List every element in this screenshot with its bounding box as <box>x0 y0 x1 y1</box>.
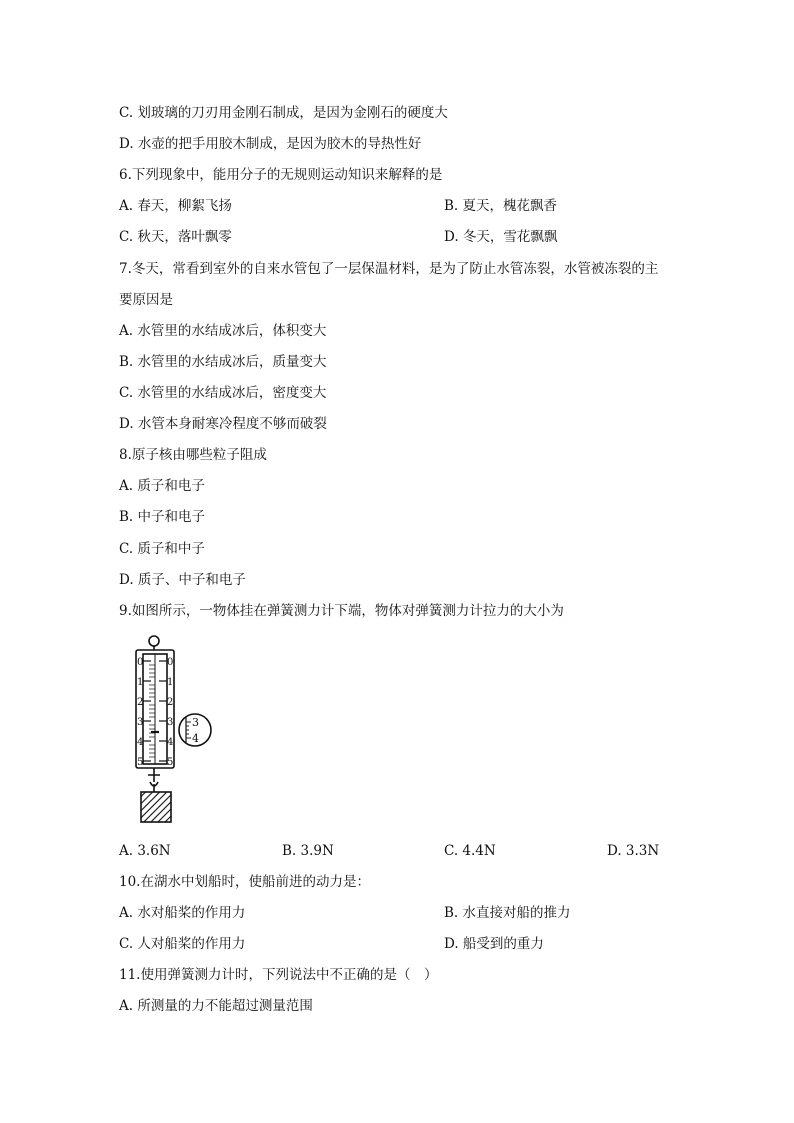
q10-option-d: D. 船受到的重力 <box>444 936 544 952</box>
q10-option-a: A. 水对船桨的作用力 <box>119 905 246 921</box>
q7-option-a: A. 水管里的水结成冰后，体积变大 <box>119 323 327 339</box>
zoom-label: 3 <box>192 716 199 729</box>
scale-label: 4 <box>167 737 174 748</box>
q8-option-a: A. 质子和电子 <box>119 478 205 494</box>
scale-label: 0 <box>137 657 144 668</box>
scale-label: 0 <box>167 657 174 668</box>
q6-option-d: D. 冬天，雪花飘飘 <box>444 229 558 245</box>
top-ring-icon <box>149 636 159 646</box>
q6-option-c: C. 秋天，落叶飘零 <box>119 229 232 245</box>
q7-stem-line-1: 7.冬天，常看到室外的自来水管包了一层保温材料，是为了防止水管冻裂，水管被冻裂的主 <box>119 261 659 277</box>
q9-option-d: D. 3.3N <box>607 843 660 859</box>
q10-stem: 10.在湖水中划船时，使船前进的动力是： <box>119 874 370 890</box>
q5-option-c: C. 划玻璃的刀刃用金刚石制成，是因为金刚石的硬度大 <box>119 105 448 121</box>
q6-stem: 6.下列现象中，能用分子的无规则运动知识来解释的是 <box>119 167 443 183</box>
q11-stem: 11.使用弹簧测力计时，下列说法中不正确的是（ ） <box>119 967 438 983</box>
scale-label: 2 <box>167 697 174 708</box>
q9-option-c: C. 4.4N <box>444 843 496 859</box>
q9-option-b: B. 3.9N <box>282 843 334 859</box>
q7-option-c: C. 水管里的水结成冰后，密度变大 <box>119 385 327 401</box>
scale-label: 4 <box>137 737 144 748</box>
q10-option-b: B. 水直接对船的推力 <box>444 905 571 921</box>
q6-option-a: A. 春天，柳絮飞扬 <box>119 198 232 214</box>
q7-option-b: B. 水管里的水结成冰后，质量变大 <box>119 354 327 370</box>
zoom-label: 4 <box>192 732 199 745</box>
scale-label: 3 <box>167 717 174 728</box>
scale-label: 3 <box>137 717 144 728</box>
q6-option-b: B. 夏天，槐花飘香 <box>444 198 558 214</box>
q8-option-b: B. 中子和电子 <box>119 509 206 525</box>
weight-block <box>141 792 171 822</box>
scale-label: 2 <box>137 697 144 708</box>
scale-label: 1 <box>167 677 174 688</box>
q5-option-d: D. 水壶的把手用胶木制成，是因为胶木的导热性好 <box>119 136 422 152</box>
q9-option-a: A. 3.6N <box>119 843 171 859</box>
q8-option-c: C. 质子和中子 <box>119 541 205 557</box>
q8-option-d: D. 质子、中子和电子 <box>119 572 246 588</box>
scale-label: 1 <box>137 677 144 688</box>
hook-icon <box>148 768 160 786</box>
q9-stem: 9.如图所示，一物体挂在弹簧测力计下端，物体对弹簧测力计拉力的大小为 <box>119 603 564 619</box>
scale-label: 5 <box>137 757 144 768</box>
q8-stem: 8.原子核由哪些粒子阻成 <box>119 447 267 463</box>
spring-scale-figure <box>128 632 228 832</box>
scale-label: 5 <box>167 757 174 768</box>
q7-stem-line-2: 要原因是 <box>119 292 173 308</box>
q10-option-c: C. 人对船桨的作用力 <box>119 936 246 952</box>
q11-option-a: A. 所测量的力不能超过测量范围 <box>119 998 313 1014</box>
q7-option-d: D. 水管本身耐寒冷程度不够而破裂 <box>119 416 327 432</box>
